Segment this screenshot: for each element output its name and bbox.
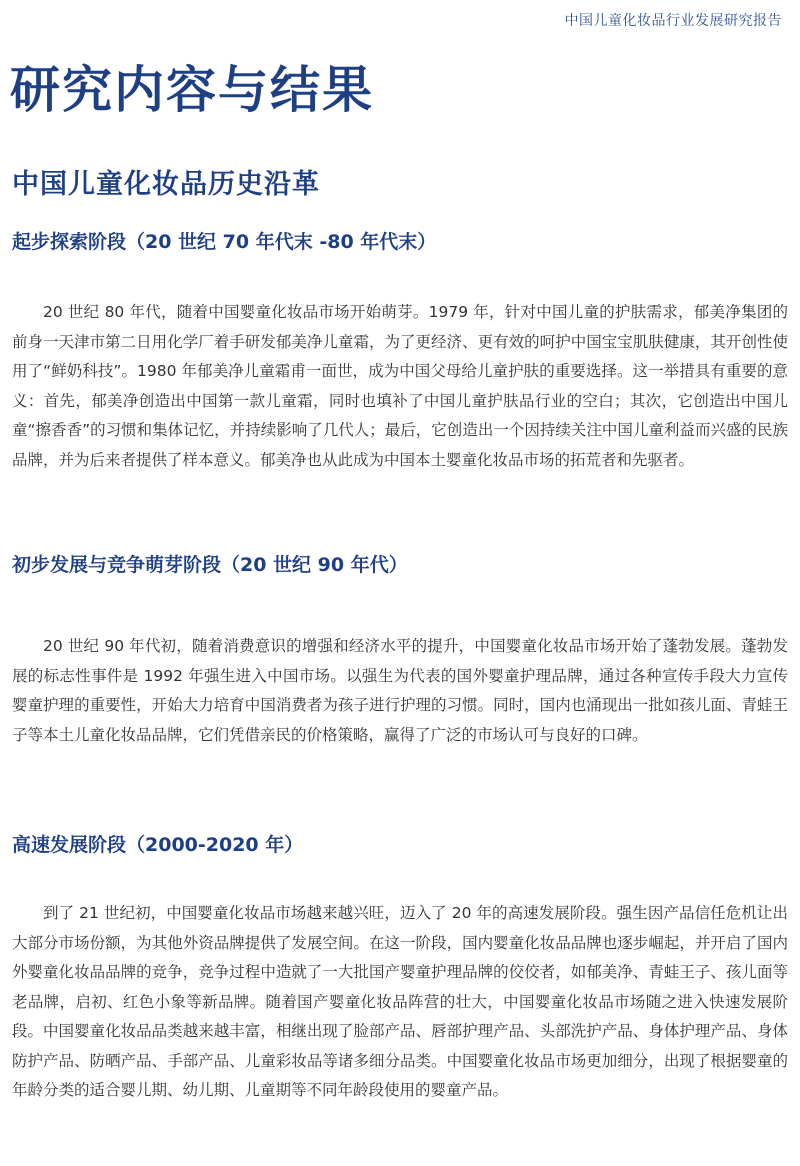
report-header-title: 中国儿童化妆品行业发展研究报告 bbox=[564, 13, 782, 29]
stage-1-title: 起步探索阶段（20 世纪 70 年代末 -80 年代末） bbox=[12, 231, 437, 253]
stage-2-paragraph: 20 世纪 90 年代初，随着消费意识的增强和经济水平的提升，中国婴童化妆品市场开始了蓬勃发展。蓬勃发展的标志性事件是 1992 年强生进入中国市场。以强生为代表的国外婴童护理品牌，通过各种宣传手段大力宣传婴童护理的重要性，开始大力培育中国消费者为孩子进行护理的习惯。同时，国内也涌现出一批如孩儿面、青蛙王子等本土儿童化妆品品牌，它们凭借亲民的价格策略，赢得了广泛的市场认可与良好的口碑。 bbox=[12, 637, 788, 744]
section-title: 中国儿童化妆品历史沿革 bbox=[12, 169, 320, 200]
page-title: 研究内容与结果 bbox=[10, 61, 374, 119]
stage-1-paragraph: 20 世纪 80 年代，随着中国婴童化妆品市场开始萌芽。1979 年，针对中国儿童的护肤需求，郁美净集团的前身一天津市第二日用化学厂着手研发郁美净儿童霜，为了更经济、更有效的呵护中国宝宝肌肤健康，其开创性使用了“鲜奶科技”。1980 年郁美净儿童霜甫一面世，成为中国父母给儿童护肤的重要选择。这一举措具有重要的意义：首先，郁美净创造出中国第一款儿童霜，同时也填补了中国儿童护肤品行业的空白；其次，它创造出中国儿童“擦香香”的习惯和集体记忆，并持续影响了几代人；最后，它创造出一个因持续关注中国儿童利益而兴盛的民族品牌，并为后来者提供了样本意义。郁美净也从此成为中国本土婴童化妆品市场的拓荒者和先驱者。 bbox=[12, 303, 788, 469]
stage-2-title: 初步发展与竞争萌芽阶段（20 世纪 90 年代） bbox=[12, 554, 408, 576]
stage-3-paragraph: 到了 21 世纪初，中国婴童化妆品市场越来越兴旺，迈入了 20 年的高速发展阶段。强生因产品信任危机让出大部分市场份额，为其他外资品牌提供了发展空间。在这一阶段，国内婴童化妆品品牌也逐步崛起，并开启了国内外婴童化妆品品牌的竞争，竞争过程中造就了一大批国产婴童护理品牌的佼佼者，如郁美净、青蛙王子、孩儿面等老品牌，启初、红色小象等新品牌。随着国产婴童化妆品阵营的壮大，中国婴童化妆品市场随之进入快速发展阶段。中国婴童化妆品品类越来越丰富，相继出现了脸部产品、唇部护理产品、头部洗护产品、身体护理产品、身体防护产品、防晒产品、手部产品、儿童彩妆品等诸多细分品类。中国婴童化妆品市场更加细分，出现了根据婴童的年龄分类的适合婴儿期、幼儿期、儿童期等不同年龄段使用的婴童产品。 bbox=[12, 904, 788, 1099]
stage-3-title: 高速发展阶段（2000-2020 年） bbox=[12, 834, 304, 856]
